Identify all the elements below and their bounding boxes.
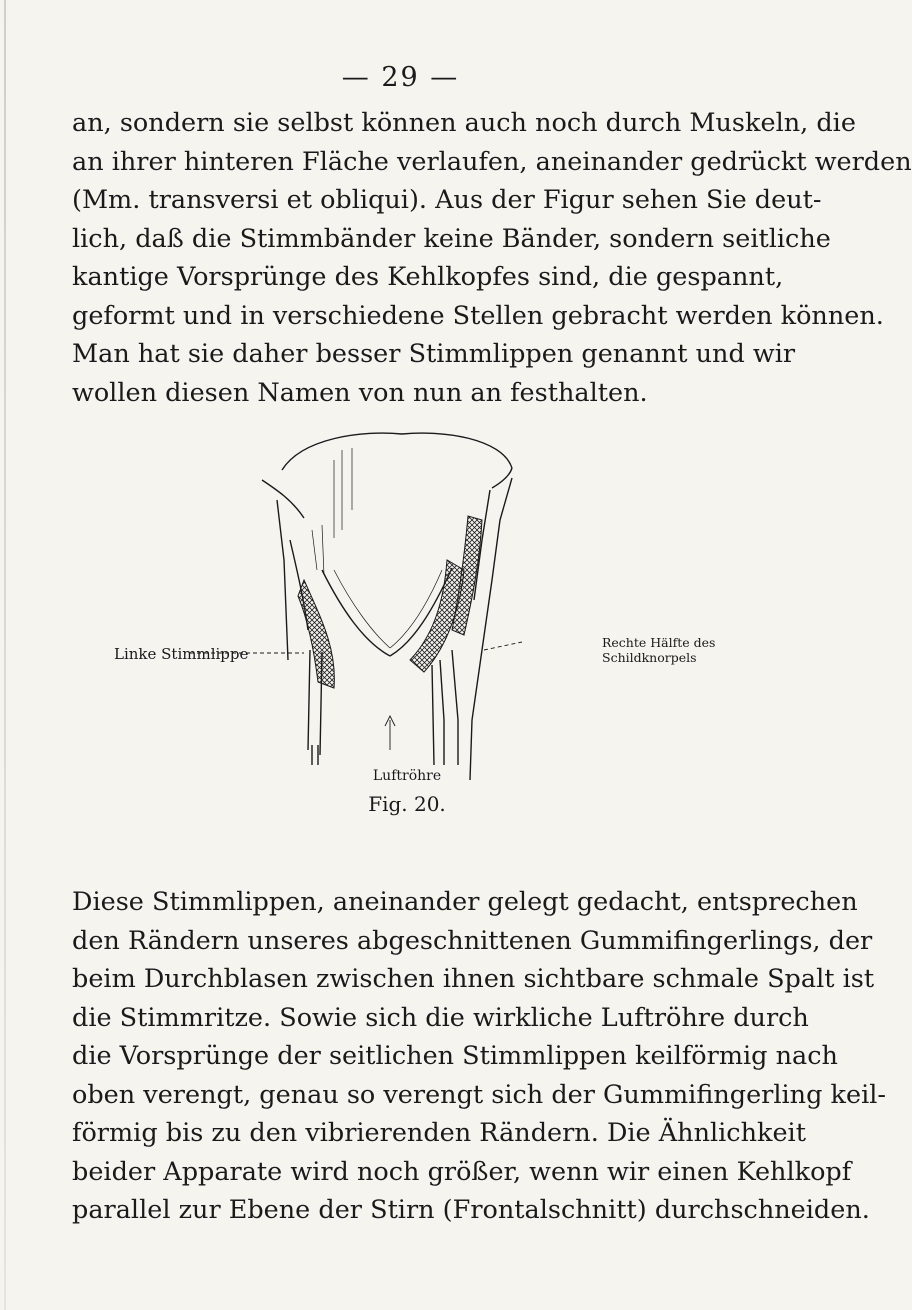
label-right-line: Rechte Hälfte des [602,635,716,650]
label-trachea: Luftröhre [372,768,442,784]
text-line: (Mm. transversi et obliqui). Aus der Figur sehen Sie deut- [72,185,822,215]
text-line: oben verengt, genau so verengt sich der Gummifingerling keil- [72,1079,887,1110]
figure-larynx [72,420,742,860]
text-line: kantige Vorsprünge des Kehlkopfes sind, die gespannt, [72,262,784,292]
text-line: wollen diesen Namen von nun an festhalten. [72,377,648,408]
text-line: förmig bis zu den vibrierenden Rändern. Die Ähnlichkeit [72,1118,806,1148]
text-line: parallel zur Ebene der Stirn (Frontalschnitt) durchschneiden. [72,1195,870,1225]
text-line: lich, daß die Stimmbänder keine Bänder, sondern seitliche [72,223,831,254]
page-number: — 29 — [341,62,460,93]
text-line: den Rändern unseres abgeschnittenen Gummifingerlings, der [72,925,873,956]
text-line: die Stimmritze. Sowie sich die wirkliche Luftröhre durch [72,1002,809,1033]
text-line: beider Apparate wird noch größer, wenn wir einen Kehlkopf [72,1156,852,1187]
label-right-line: Schildknorpels [602,650,697,665]
text-line: an ihrer hinteren Fläche verlaufen, aneinander gedrückt werden [72,146,912,177]
text-line: die Vorsprünge der seitlichen Stimmlippen keilförmig nach [72,1041,838,1071]
paragraph-2 [72,883,887,1230]
label-right-thyroid-cartilage [602,635,715,665]
label-left-vocal-fold: Linke Stimmlippe [114,645,249,663]
text-line: beim Durchblasen zwischen ihnen sichtbare schmale Spalt ist [72,964,875,994]
page-edge [4,0,6,1310]
text-line: an, sondern sie selbst können auch noch durch Muskeln, die [72,108,856,138]
text-line: Man hat sie daher besser Stimmlippen genannt und wir [72,339,796,369]
paragraph-1 [72,104,912,412]
text-line: geformt und in verschiedene Stellen gebracht werden können. [72,300,884,331]
figure-caption: Fig. 20. [368,792,446,816]
text-line: Diese Stimmlippen, aneinander gelegt gedacht, entsprechen [72,887,858,917]
